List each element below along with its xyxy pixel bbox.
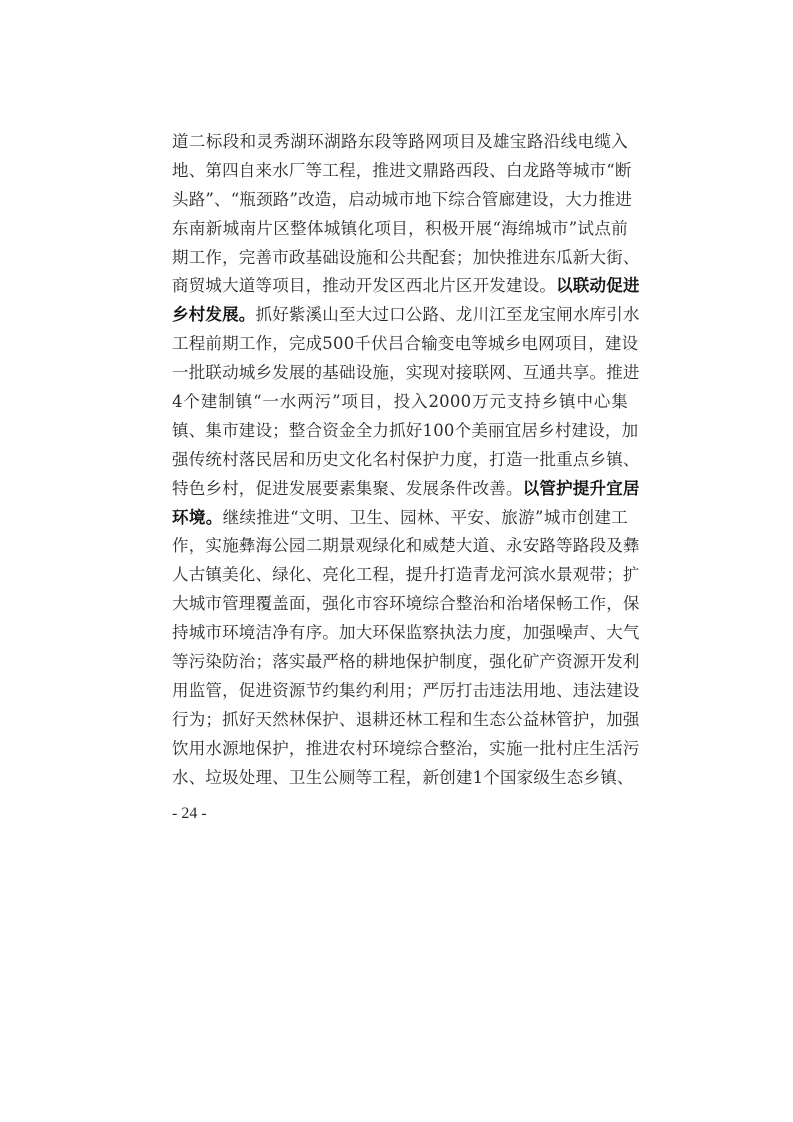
text-line [172,619,640,648]
body-text-segment: 特色乡村，促进发展要素集聚、发展条件改善。 [172,478,523,498]
text-line [172,764,634,793]
text-line [172,590,640,619]
text-line [172,446,640,475]
text-line [172,157,632,186]
text-line [172,215,628,244]
body-text-segment: 东南新城南片区整体城镇化项目，积极开展“海绵城市”试点前 [172,218,628,238]
text-line [172,561,640,590]
body-text-segment: 行为；抓好天然林保护、退耕还林工程和生态公益林管护，加强 [172,709,640,729]
body-text-segment: 水、垃圾处理、卫生公厕等工程，新创建1个国家级生态乡镇、 [172,767,634,787]
text-line [172,388,628,417]
body-text-segment: 镇、集市建设；整合资金全力抓好100个美丽宜居乡村建设，加 [172,420,639,440]
bold-heading-text: 以联动促进 [556,276,640,296]
text-line [172,301,640,330]
body-text-segment: 抓好紫溪山至大过口公路、龙川江至龙宝闸水库引水 [255,305,640,325]
text-line [172,706,640,735]
text-line [172,735,640,764]
text-line [172,504,628,533]
text-line [172,417,639,446]
body-text-segment: 地、第四自来水厂等工程，推进文鼎路西段、白龙路等城市“断 [172,160,632,180]
body-text [172,128,640,792]
text-line [172,532,640,561]
body-text-segment: 大城市管理覆盖面，强化市容环境综合整治和治堵保畅工作，保 [172,594,640,614]
text-line [172,272,640,301]
body-text-segment: 饮用水源地保护，推进农村环境综合整治，实施一批村庄生活污 [172,738,640,758]
text-line [172,244,640,273]
body-text-segment: 一批联动城乡发展的基础设施，实现对接联网、互通共享。推进 [172,363,640,383]
body-text-segment: 道二标段和灵秀湖环湖路东段等路网项目及雄宝路沿线电缆入 [172,132,628,151]
page-number: - 24 - [172,805,207,822]
body-text-segment: 继续推进“文明、卫生、园林、平安、旅游”城市创建工 [222,507,628,527]
body-text-segment: 等污染防治；落实最严格的耕地保护制度，强化矿产资源开发利 [172,652,640,672]
text-line [172,475,640,504]
body-text-segment: 用监管，促进资源节约集约利用；严厉打击违法用地、违法建设 [172,680,640,700]
bold-heading-text: 乡村发展。 [172,305,256,325]
text-line [172,330,639,359]
text-line [172,648,640,677]
body-text-segment: 持城市环境洁净有序。加大环保监察执法力度，加强噪声、大气 [172,623,640,643]
text-line [172,128,628,157]
body-text-segment: 期工作，完善市政基础设施和公共配套；加快推进东瓜新大街、 [172,247,640,267]
text-line [172,677,640,706]
body-text-segment: 强传统村落民居和历史文化名村保护力度，打造一批重点乡镇、 [172,449,640,469]
bold-heading-text: 环境。 [172,507,223,527]
body-text-segment: 作，实施彝海公园二期景观绿化和威楚大道、永安路等路段及彝 [172,536,640,556]
body-text-segment: 商贸城大道等项目，推动开发区西北片区开发建设。 [172,276,557,296]
text-line [172,186,633,215]
text-line [172,359,640,388]
bold-heading-text: 以管护提升宜居 [522,478,640,498]
body-text-segment: 人古镇美化、绿化、亮化工程，提升打造青龙河滨水景观带；扩 [172,565,640,585]
body-text-segment: 4个建制镇“一水两污”项目，投入2000万元支持乡镇中心集 [172,392,628,412]
body-text-segment: 工程前期工作，完成500千伏吕合输变电等城乡电网项目，建设 [172,334,639,354]
body-text-segment: 头路”、“瓶颈路”改造，启动城市地下综合管廊建设，大力推进 [172,189,633,209]
